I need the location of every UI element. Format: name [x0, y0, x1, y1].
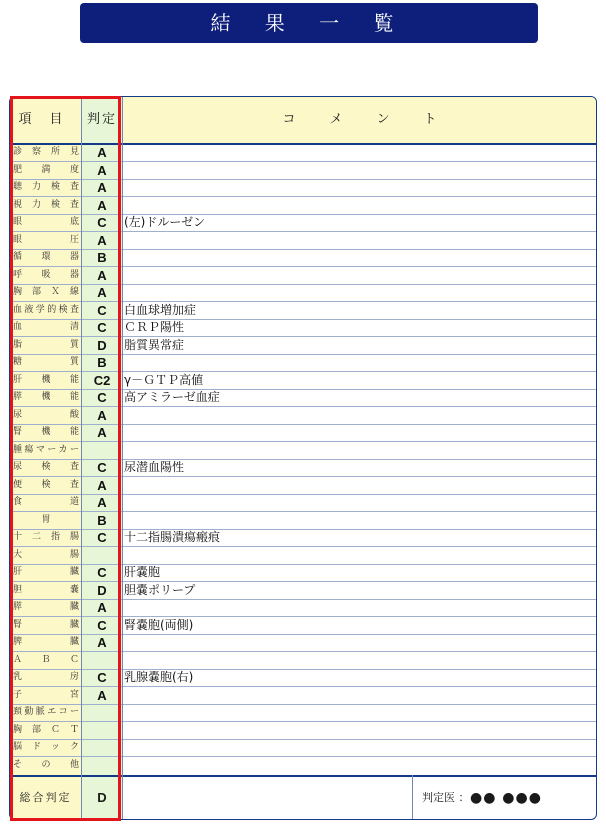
row-comment	[124, 354, 584, 371]
row-item-label: 聴力検査	[13, 182, 79, 192]
row-comment: 十二指腸潰瘍瘢痕	[124, 530, 221, 544]
row-item-label: 血液学的検査	[13, 304, 79, 315]
doctor-name: ●● ●●●	[470, 790, 542, 806]
row-comment	[124, 634, 584, 651]
row-grade: C	[97, 617, 107, 633]
row-grade: A	[97, 285, 107, 300]
table-row	[10, 617, 596, 634]
table-row	[10, 232, 596, 249]
row-item-label: 循環器	[13, 252, 79, 262]
row-item-label: 胸部Ｘ線	[13, 287, 79, 297]
row-grade: B	[97, 250, 107, 265]
table-row	[10, 669, 596, 686]
row-divider	[10, 161, 596, 162]
overall-label: 総合判定	[19, 791, 72, 804]
row-item-label: 脾臓	[13, 637, 79, 647]
row-grade	[82, 547, 122, 564]
row-grade: C	[97, 530, 107, 545]
row-item-label: 脂質	[13, 339, 79, 350]
row-divider	[10, 669, 596, 670]
row-comment	[124, 547, 584, 564]
row-comment	[124, 442, 584, 459]
page-title: 結 果 一 覧	[80, 3, 538, 43]
header-item: 項目	[18, 112, 81, 127]
table-row	[10, 582, 596, 599]
row-grade: D	[97, 582, 107, 598]
table-row	[10, 739, 596, 756]
column-divider	[412, 775, 413, 820]
row-comment	[124, 267, 584, 284]
row-item-label: 肥満度	[13, 164, 79, 175]
row-grade	[82, 704, 122, 721]
row-divider	[10, 494, 596, 495]
row-divider	[10, 704, 596, 705]
table-row	[10, 214, 596, 231]
row-comment	[124, 407, 584, 424]
row-comment: γ－ＧＴＰ高値	[124, 372, 204, 387]
row-divider	[10, 214, 596, 215]
table-row	[10, 372, 596, 389]
row-divider	[10, 651, 596, 652]
table-row	[10, 757, 596, 774]
row-item-label: 十二指腸	[13, 532, 79, 542]
row-comment	[124, 494, 584, 511]
row-item-label: 便検査	[13, 479, 79, 490]
row-item-label: 胃	[41, 514, 51, 525]
row-grade: A	[97, 197, 107, 213]
row-divider	[10, 231, 596, 232]
row-comment	[124, 179, 584, 196]
row-item-label: 子宮	[13, 689, 79, 700]
row-item-label: 膵機能	[13, 392, 79, 402]
row-comment	[124, 739, 584, 756]
row-grade: C	[97, 565, 107, 580]
row-grade: B	[97, 355, 107, 370]
row-divider	[10, 511, 596, 512]
row-divider	[10, 564, 596, 565]
row-comment: 腎嚢胞(両側)	[124, 617, 194, 632]
row-grade: B	[97, 512, 107, 528]
row-grade	[82, 722, 122, 739]
row-item-label: 胸部ＣＴ	[13, 724, 79, 735]
row-grade: A	[97, 145, 107, 160]
row-item-label: 腫瘍マーカー	[13, 444, 79, 455]
doctor-label: 判定医 ：	[422, 791, 470, 804]
row-divider	[10, 249, 596, 250]
table-row	[10, 564, 596, 581]
row-grade: D	[97, 337, 107, 353]
row-grade: C	[97, 670, 107, 685]
row-comment	[124, 722, 584, 739]
row-comment	[124, 162, 584, 179]
row-grade: A	[97, 635, 107, 650]
table-row	[10, 284, 596, 301]
row-divider	[10, 143, 596, 145]
row-item-label: 呼吸器	[13, 269, 79, 280]
row-grade: A	[97, 495, 107, 510]
row-grade	[82, 442, 122, 459]
row-comment	[124, 512, 584, 529]
table-row	[10, 197, 596, 214]
row-grade: C	[97, 460, 107, 475]
row-comment	[124, 424, 584, 441]
row-divider	[10, 284, 596, 285]
table-row	[10, 634, 596, 651]
row-comment	[124, 284, 584, 301]
table-row	[10, 267, 596, 284]
header-comment: コメント	[282, 112, 471, 127]
row-grade	[82, 757, 122, 774]
table-row	[10, 687, 596, 704]
row-comment: 肝嚢胞	[124, 565, 161, 579]
row-comment: 白血球増加症	[124, 302, 197, 317]
row-grade: A	[97, 425, 107, 440]
row-divider	[10, 319, 596, 320]
row-grade: A	[97, 162, 107, 178]
table-row	[10, 337, 596, 354]
row-divider	[10, 634, 596, 635]
row-divider	[10, 336, 596, 337]
row-comment	[124, 249, 584, 266]
table-row	[10, 407, 596, 424]
row-item-label: 腎臓	[13, 619, 79, 630]
row-comment	[124, 599, 584, 616]
row-divider	[10, 389, 596, 390]
row-divider	[10, 266, 596, 267]
column-divider	[122, 97, 123, 819]
column-divider	[81, 97, 82, 819]
row-divider	[10, 354, 596, 355]
row-grade: A	[97, 232, 107, 248]
row-item-label: 乳房	[13, 672, 79, 682]
row-comment	[124, 232, 584, 249]
table-row	[10, 477, 596, 494]
row-grade: C	[97, 320, 107, 335]
row-divider	[10, 529, 596, 530]
row-comment	[124, 704, 584, 721]
table-row	[10, 179, 596, 196]
row-item-label: 尿検査	[13, 462, 79, 472]
row-item-label: 診察所見	[13, 147, 79, 157]
row-grade: A	[97, 477, 107, 493]
table-row	[10, 442, 596, 459]
row-item-label: 尿酸	[13, 409, 79, 420]
row-divider	[10, 406, 596, 407]
row-divider	[10, 476, 596, 477]
row-grade: A	[97, 180, 107, 195]
row-comment: 尿潜血陽性	[124, 460, 185, 474]
row-grade	[82, 739, 122, 756]
row-grade: C	[97, 215, 107, 230]
row-item-label: 脳ドック	[13, 742, 79, 752]
table-row	[10, 494, 596, 511]
row-item-label: 胆嚢	[13, 584, 79, 595]
row-grade: A	[97, 407, 107, 423]
table-row	[10, 529, 596, 546]
row-divider	[10, 196, 596, 197]
table-row	[10, 704, 596, 721]
row-grade: C2	[93, 372, 111, 388]
row-item-label: 頚動脈エコー	[13, 707, 79, 717]
row-grade: A	[97, 600, 107, 615]
row-comment: 胆嚢ポリープ	[124, 582, 196, 597]
table-row	[10, 144, 596, 161]
overall-grade: D	[97, 790, 107, 805]
row-comment	[124, 197, 584, 214]
row-divider	[10, 581, 596, 582]
table-row	[10, 389, 596, 406]
table-row	[10, 319, 596, 336]
row-item-label: 食道	[13, 497, 79, 507]
row-grade: C	[97, 302, 107, 318]
row-comment	[124, 757, 584, 774]
row-item-label: 眼底	[13, 217, 79, 227]
table-row	[10, 424, 596, 441]
table-row	[10, 249, 596, 266]
row-item-label: 視力検査	[13, 199, 79, 210]
row-comment: 乳腺嚢胞(右)	[124, 670, 194, 684]
row-item-label: ＡＢＣ	[13, 654, 79, 665]
row-comment	[124, 144, 584, 161]
row-item-label: 膵臓	[13, 602, 79, 612]
row-divider	[10, 739, 596, 740]
row-item-label: 大腸	[13, 549, 79, 560]
row-divider	[10, 546, 596, 547]
row-divider	[10, 371, 596, 372]
row-divider	[10, 424, 596, 425]
row-item-label: 糖質	[13, 357, 79, 367]
table-row	[10, 547, 596, 564]
row-comment: (左)ドルーゼン	[124, 215, 206, 229]
results-table	[9, 96, 597, 820]
row-item-label: 血清	[13, 322, 79, 332]
table-row	[10, 302, 596, 319]
row-comment	[124, 687, 584, 704]
row-grade	[82, 652, 122, 669]
table-row	[10, 354, 596, 371]
row-divider	[10, 616, 596, 617]
row-comment	[124, 652, 584, 669]
row-divider	[10, 599, 596, 600]
row-comment: 脂質異常症	[124, 337, 185, 352]
row-divider	[10, 756, 596, 757]
overall-result-row	[10, 775, 596, 820]
row-item-label: 肝機能	[13, 374, 79, 385]
row-divider	[10, 686, 596, 687]
table-row	[10, 722, 596, 739]
table-row	[10, 162, 596, 179]
table-row	[10, 599, 596, 616]
row-grade: A	[97, 267, 107, 283]
row-item-label: 肝臓	[13, 567, 79, 577]
row-grade: C	[97, 390, 107, 405]
row-grade: A	[97, 687, 107, 703]
row-item-label: その他	[13, 759, 79, 770]
row-comment	[124, 477, 584, 494]
header-grade: 判定	[86, 112, 117, 127]
row-item-label: 眼圧	[13, 234, 79, 245]
row-comment: ＣＲＰ陽性	[124, 320, 185, 334]
row-divider	[10, 441, 596, 442]
row-divider	[10, 301, 596, 302]
row-divider	[10, 179, 596, 180]
table-row	[10, 459, 596, 476]
table-row	[10, 652, 596, 669]
row-divider	[10, 459, 596, 460]
row-comment: 高アミラーゼ血症	[124, 390, 220, 404]
table-row	[10, 512, 596, 529]
row-divider	[10, 775, 596, 777]
row-divider	[10, 721, 596, 722]
row-item-label: 腎機能	[13, 427, 79, 437]
